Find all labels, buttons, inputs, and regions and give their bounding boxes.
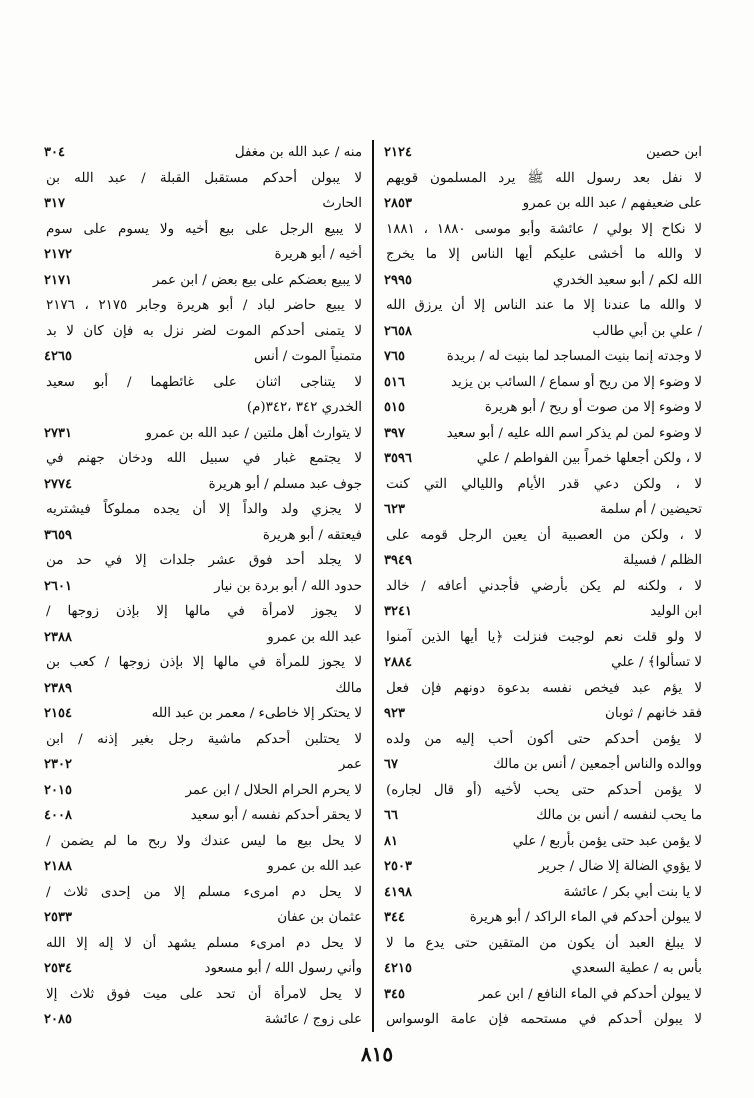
index-entry-line bbox=[384, 293, 702, 319]
hadith-number: ٢٨٨٤ bbox=[384, 655, 412, 670]
entry-text: لا يحل لامرأة أن تحد على ميت فوق ثلاث إلا bbox=[46, 986, 362, 1002]
hadith-number: ٢٠٨٥ bbox=[44, 1012, 72, 1027]
index-entry-line bbox=[44, 548, 362, 574]
hadith-number: ٣١٧ bbox=[44, 196, 65, 211]
index-entry-line bbox=[384, 523, 702, 549]
index-entry-line bbox=[384, 625, 702, 651]
entry-text: لا يجزي ولد والداً إلا أن يجده مملوكاً فيشتريه bbox=[46, 502, 362, 517]
hadith-number: ٣٩٧ bbox=[384, 425, 405, 441]
hadith-number: ٢١٨٨ bbox=[44, 859, 72, 874]
index-entry-line bbox=[44, 472, 362, 498]
entry-text: عبد الله بن عمرو bbox=[267, 629, 362, 645]
index-entry-line bbox=[384, 421, 702, 447]
column-divider bbox=[372, 140, 374, 1032]
hadith-number: ٢٣٠٢ bbox=[44, 757, 72, 772]
index-entry-line bbox=[384, 242, 702, 268]
index-entry-line bbox=[44, 599, 362, 625]
hadith-number: ٢٧٣١ bbox=[44, 425, 72, 441]
hadith-number: ٢٩٩٥ bbox=[384, 272, 412, 288]
entry-text: لا يبولن أحدكم في مستحمه فإن عامة الوسواس bbox=[386, 1012, 702, 1027]
entry-text: حدود الله / أبو بردة بن نيار bbox=[214, 578, 362, 594]
index-entry-line bbox=[44, 982, 362, 1008]
index-entry-line bbox=[384, 574, 702, 600]
hadith-number: ٢١٥٤ bbox=[44, 706, 72, 721]
index-entry-line bbox=[44, 217, 362, 243]
entry-text: لا ، ولكن أجعلها خمراً بين الفواطم / علي bbox=[476, 451, 702, 466]
index-entry-line bbox=[44, 140, 362, 166]
hadith-number: ٧٦٥ bbox=[384, 349, 405, 364]
entry-text: عمر bbox=[338, 757, 362, 772]
hadith-number: ٦٢٣ bbox=[384, 502, 405, 517]
hadith-number: ٣٤٤ bbox=[384, 910, 405, 925]
entry-text: لا وضوء لمن لم يذكر اسم الله عليه / أبو سعيد bbox=[446, 425, 702, 441]
entry-text: أخيه / أبو هريرة bbox=[274, 247, 362, 262]
hadith-number: ٢١٢٤ bbox=[384, 145, 412, 160]
index-entry-line bbox=[384, 931, 702, 957]
index-entry-line bbox=[44, 166, 362, 192]
index-entry-line bbox=[384, 752, 702, 778]
entry-text: لا يجوز لامرأة في مالها إلا بإذن زوجها / bbox=[46, 604, 362, 619]
index-entry-line bbox=[384, 191, 702, 217]
index-entry-line bbox=[384, 956, 702, 982]
index-entry-line bbox=[384, 140, 702, 166]
entry-text: لا وضوء إلا من ريح أو سماع / السائب بن يزيد bbox=[450, 374, 702, 390]
hadith-number: ٢٣٨٩ bbox=[44, 680, 72, 696]
entry-text: عثمان بن عفان bbox=[277, 910, 362, 925]
index-entry-line bbox=[44, 242, 362, 268]
index-entry-line bbox=[44, 778, 362, 804]
index-column-left bbox=[44, 140, 362, 1033]
index-entry-line bbox=[384, 854, 702, 880]
index-entry-line bbox=[44, 803, 362, 829]
hadith-number: ٢١٧١ bbox=[44, 272, 72, 288]
index-entry-line bbox=[384, 880, 702, 906]
entry-text: لا يبولن أحدكم مستقبل القبلة / عبد الله بن bbox=[46, 170, 362, 186]
hadith-number: ٢٧٧٤ bbox=[44, 476, 72, 492]
entry-text: تحيضين / أم سلمة bbox=[599, 502, 702, 517]
index-entry-line bbox=[384, 599, 702, 625]
hadith-number: ٣٠٤ bbox=[44, 145, 65, 160]
index-entry-line bbox=[384, 727, 702, 753]
hadith-number: ٢٦٥٨ bbox=[384, 323, 412, 339]
hadith-number: ٣٢٤١ bbox=[384, 604, 412, 619]
entry-text: / علي بن أبي طالب bbox=[592, 323, 702, 339]
entry-text: لا يا بنت أبي بكر / عائشة bbox=[563, 884, 702, 900]
index-entry-line bbox=[384, 217, 702, 243]
index-entry-line bbox=[44, 191, 362, 217]
index-entry-line bbox=[384, 319, 702, 345]
entry-text: لا يحل دم امرىء مسلم يشهد أن لا إله إلا الله bbox=[46, 935, 362, 951]
entry-text: لا يحل دم امرىء مسلم إلا من إحدى ثلاث / bbox=[46, 884, 362, 900]
index-entry-line bbox=[44, 625, 362, 651]
hadith-number: ٢٥٣٤ bbox=[44, 961, 72, 976]
index-entry-line bbox=[44, 395, 362, 421]
entry-text: لا نفل بعد رسول الله ﷺ يرد المسلمون قويهم bbox=[386, 170, 702, 186]
entry-text: لا يؤمن عبد حتى يؤمن بأربع / علي bbox=[512, 833, 702, 849]
index-entry-line bbox=[384, 446, 702, 472]
index-entry-line bbox=[44, 344, 362, 370]
entry-text: لا يبيع بعضكم على بيع بعض / ابن عمر bbox=[152, 272, 362, 288]
entry-text: لا يتوارث أهل ملتين / عبد الله بن عمرو bbox=[145, 425, 362, 441]
index-entry-line bbox=[44, 497, 362, 523]
hadith-number: ٢٠١٥ bbox=[44, 782, 72, 798]
hadith-number: ٦٧ bbox=[384, 757, 398, 772]
entry-text: الخدري ٣٤٢ ،٣٤٢(م) bbox=[246, 400, 362, 415]
entry-text: لا يحل بيع ما ليس عندك ولا ربح ما لم يضمن / bbox=[46, 833, 362, 849]
index-entry-line bbox=[384, 166, 702, 192]
hadith-number: ٣٦٥٩ bbox=[44, 527, 72, 543]
index-entry-line bbox=[44, 931, 362, 957]
entry-text: على ضعيفهم / عبد الله بن عمرو bbox=[522, 196, 702, 211]
index-entry-line bbox=[44, 268, 362, 294]
hadith-number: ٢١٧٢ bbox=[44, 247, 72, 262]
index-entry-line bbox=[384, 395, 702, 421]
index-entry-line bbox=[384, 344, 702, 370]
index-entry-line bbox=[44, 574, 362, 600]
index-entry-line bbox=[44, 1007, 362, 1033]
entry-text: ووالده والناس أجمعين / أنس بن مالك bbox=[492, 757, 702, 772]
index-entry-line bbox=[44, 905, 362, 931]
entry-text: لا يبيع الرجل على بيع أخيه ولا يسوم على سوم bbox=[46, 221, 362, 237]
entry-text: فيعتقه / أبو هريرة bbox=[262, 527, 362, 543]
entry-text: لا يتمنى أحدكم الموت لضر نزل به فإن كان لا بد bbox=[46, 323, 362, 339]
index-entry-line bbox=[44, 701, 362, 727]
index-entry-line bbox=[384, 905, 702, 931]
entry-text: لا يؤم عبد فيخص نفسه بدعوة دونهم فإن فعل bbox=[386, 680, 702, 696]
entry-text: ما يحب لنفسه / أنس بن مالك bbox=[536, 808, 702, 823]
entry-text: لا نكاح إلا بولي / عائشة وأبو موسى ١٨٨٠ ، ١٨٨١ bbox=[386, 221, 702, 237]
entry-text: لا وجدته إنما بنيت المساجد لما بنيت له / بريدة bbox=[446, 349, 702, 364]
entry-text: لا يؤمن أحدكم حتى أكون أحب إليه من ولده bbox=[386, 731, 702, 747]
index-entry-line bbox=[384, 497, 702, 523]
entry-text: لا يجتمع غبار في سبيل الله ودخان جهنم في bbox=[46, 451, 362, 466]
hadith-number: ٣٥٩٦ bbox=[384, 451, 412, 466]
entry-text: الحارث bbox=[322, 196, 362, 211]
index-entry-line bbox=[44, 523, 362, 549]
entry-text: عبد الله بن عمرو bbox=[267, 859, 362, 874]
entry-text: لا والله ما أخشى عليكم أيها الناس إلا ما يخرج bbox=[386, 247, 702, 262]
index-entry-line bbox=[384, 982, 702, 1008]
index-entry-line bbox=[44, 880, 362, 906]
entry-text: ابن الوليد bbox=[650, 604, 702, 619]
hadith-number: ٩٢٣ bbox=[384, 706, 405, 721]
hadith-number: ٢٥٠٣ bbox=[384, 859, 412, 874]
hadith-number: ٣٩٤٩ bbox=[384, 553, 412, 568]
index-entry-line bbox=[44, 370, 362, 396]
entry-text: لا يؤوي الضالة إلا ضال / جرير bbox=[538, 859, 702, 874]
index-entry-line bbox=[44, 421, 362, 447]
index-entry-line bbox=[384, 548, 702, 574]
entry-text: لا ولو قلت نعم لوجبت فنزلت ﴿يا أيها الذين آمنوا bbox=[386, 629, 702, 645]
hadith-number: ٢٣٨٨ bbox=[44, 629, 72, 645]
index-entry-line bbox=[44, 854, 362, 880]
index-entry-line bbox=[44, 752, 362, 778]
entry-text: لا يجوز للمرأة في مالها إلا بإذن زوجها / كعب بن bbox=[46, 655, 362, 670]
entry-text: مالك bbox=[335, 680, 362, 696]
index-entry-line bbox=[44, 319, 362, 345]
index-entry-line bbox=[384, 1007, 702, 1033]
entry-text: لا تسألوا﴾ / علي bbox=[611, 655, 702, 670]
entry-text: لا يبولن أحدكم في الماء الراكد / أبو هريرة bbox=[469, 910, 702, 925]
entry-text: ابن حصين bbox=[645, 145, 702, 160]
entry-text: على زوج / عائشة bbox=[264, 1012, 362, 1027]
entry-text: لا يحتكر إلا خاطىء / معمر بن عبد الله bbox=[151, 706, 362, 721]
entry-text: لا يبلغ العبد أن يكون من المتقين حتى يدع ما لا bbox=[386, 935, 702, 951]
entry-text: لا ، ولكن من العصبية أن يعين الرجل قومه على bbox=[386, 527, 702, 543]
entry-text: لا ، ولكنه لم يكن بأرضي فأجدني أعافه / خالد bbox=[386, 578, 702, 594]
index-entry-line bbox=[384, 650, 702, 676]
entry-text: لا والله ما عندنا إلا ما عند الناس إلا أن يرزق الله bbox=[386, 298, 702, 313]
entry-text: الظلم / فسيلة bbox=[622, 553, 702, 568]
entry-text: لا يحقر أحدكم نفسه / أبو سعيد bbox=[190, 808, 362, 823]
index-entry-line bbox=[384, 701, 702, 727]
hadith-number: ٤٢٦٥ bbox=[44, 349, 72, 364]
index-entry-line bbox=[384, 676, 702, 702]
hadith-number: ٢٥٣٣ bbox=[44, 910, 72, 925]
hadith-number: ٤٠٠٨ bbox=[44, 808, 72, 823]
entry-text: لا يؤمن أحدكم حتى يحب لأخيه (أو قال لجاره) bbox=[386, 782, 702, 798]
entry-text: لا يتناجى اثنان على غائطهما / أبو سعيد bbox=[46, 374, 362, 390]
hadith-number: ٥١٥ bbox=[384, 400, 405, 415]
hadith-number: ٣٤٥ bbox=[384, 986, 405, 1002]
hadith-number: ٤٢١٥ bbox=[384, 961, 412, 976]
index-entry-line bbox=[44, 829, 362, 855]
entry-text: لا يحرم الحرام الحلال / ابن عمر bbox=[185, 782, 362, 798]
index-entry-line bbox=[384, 268, 702, 294]
index-entry-line bbox=[384, 803, 702, 829]
hadith-number: ٢٦٠١ bbox=[44, 578, 72, 594]
entry-text: منه / عبد الله بن مغفل bbox=[234, 145, 362, 160]
hadith-number: ٢٨٥٣ bbox=[384, 196, 412, 211]
index-entry-line bbox=[384, 778, 702, 804]
index-column-right bbox=[384, 140, 702, 1033]
entry-text: لا وضوء إلا من صوت أو ريح / أبو هريرة bbox=[484, 400, 702, 415]
index-entry-line bbox=[44, 956, 362, 982]
hadith-number: ٥١٦ bbox=[384, 374, 405, 390]
entry-text: لا يجلد أحد فوق عشر جلدات إلا في حد من bbox=[46, 553, 362, 568]
index-entry-line bbox=[384, 472, 702, 498]
index-entry-line bbox=[44, 293, 362, 319]
page-number: ٨١٥ bbox=[360, 1042, 394, 1066]
entry-text: لا يبيع حاضر لباد / أبو هريرة وجابر ٢١٧٥ ، ٢١٧٦ bbox=[46, 298, 362, 313]
entry-text: لا يبولن أحدكم في الماء النافع / ابن عمر bbox=[478, 986, 702, 1002]
entry-text: فقد خانهم / ثوبان bbox=[605, 706, 702, 721]
entry-text: متمنياً الموت / أنس bbox=[254, 349, 362, 364]
entry-text: بأس به / عطية السعدي bbox=[571, 961, 702, 976]
entry-text: وأني رسول الله / أبو مسعود bbox=[204, 961, 362, 976]
index-entry-line bbox=[384, 829, 702, 855]
index-entry-line bbox=[44, 446, 362, 472]
index-entry-line bbox=[44, 676, 362, 702]
index-entry-line bbox=[384, 370, 702, 396]
entry-text: لا ، ولكن دعي قدر الأيام والليالي التي كنت bbox=[386, 476, 702, 492]
entry-text: الله لكم / أبو سعيد الخدري bbox=[552, 272, 702, 288]
hadith-number: ٤١٩٨ bbox=[384, 884, 412, 900]
entry-text: لا يحتلبن أحدكم ماشية رجل بغير إذنه / ابن bbox=[46, 731, 362, 747]
entry-text: جوف عبد مسلم / أبو هريرة bbox=[208, 476, 362, 492]
hadith-number: ٨١ bbox=[384, 833, 398, 849]
hadith-number: ٦٦ bbox=[384, 808, 398, 823]
index-entry-line bbox=[44, 727, 362, 753]
index-entry-line bbox=[44, 650, 362, 676]
